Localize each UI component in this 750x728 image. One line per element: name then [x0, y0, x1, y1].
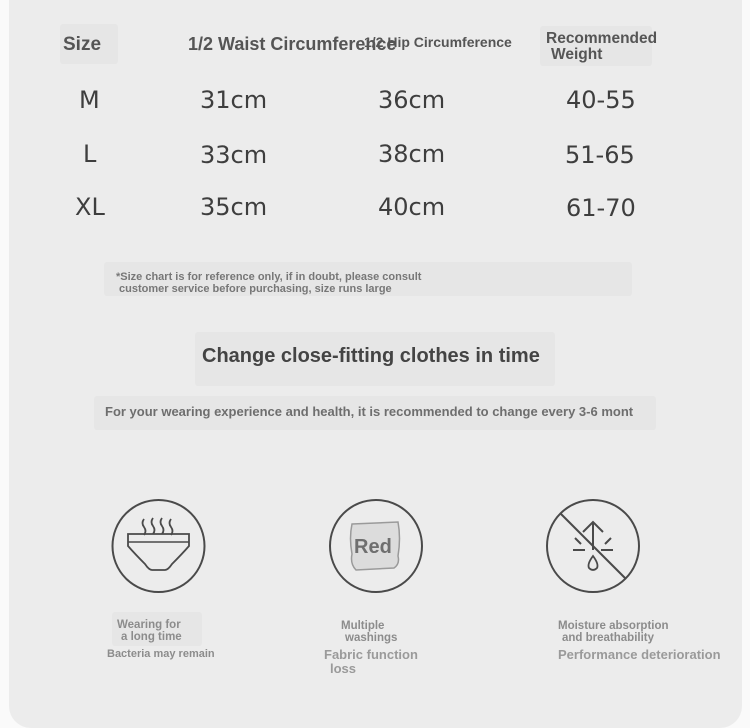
feature-label-line1: Moisture absorption [558, 620, 669, 632]
header-hip: 1/2 Hip Circumference [364, 34, 512, 50]
row-weight: 51-65 [565, 141, 635, 169]
row-waist: 33cm [200, 141, 268, 169]
row-weight: 40-55 [566, 86, 636, 114]
row-size: M [79, 86, 100, 114]
feature-label [341, 620, 397, 644]
feature-detail-line2: loss [330, 661, 357, 676]
feature-detail [324, 648, 418, 676]
size-note-line2: customer service before purchasing, size runs large [119, 283, 392, 295]
header-waist: 1/2 Waist Circumference [188, 34, 397, 54]
row-waist: 31cm [200, 86, 268, 114]
size-note-line1: *Size chart is for reference only, if in doubt, please consult [116, 271, 422, 283]
row-size: XL [75, 193, 105, 221]
feature-label-line2: washings [345, 632, 398, 644]
row-waist: 35cm [200, 193, 268, 221]
row-hip: 40cm [378, 193, 446, 221]
row-weight: 61-70 [566, 194, 636, 222]
feature-label-line1: Multiple [341, 620, 385, 632]
header-size: Size [63, 34, 102, 55]
no-evaporation-icon [545, 498, 641, 594]
feature-label [558, 620, 669, 644]
row-hip: 36cm [378, 86, 446, 114]
feature-detail-line1: Fabric function [324, 647, 418, 662]
section-title: Change close-fitting clothes in time [202, 345, 540, 367]
size-note [116, 271, 421, 295]
header-weight-line2: Weight [551, 46, 603, 63]
feature-label-line1: Wearing for [117, 619, 181, 631]
fabric-tag-text: Red [354, 536, 392, 558]
header-weight-line1: Recommended [546, 30, 658, 47]
feature-label-line2: and breathability [562, 632, 655, 644]
row-hip: 38cm [378, 140, 446, 168]
row-size: L [83, 140, 97, 168]
underwear-heat-icon [110, 498, 207, 594]
feature-detail: Performance deterioration [558, 647, 721, 662]
section-subtitle: For your wearing experience and health, it is recommended to change every 3-6 mont [105, 404, 634, 419]
feature-label-line2: a long time [121, 631, 182, 643]
header-weight [546, 31, 657, 63]
feature-detail: Bacteria may remain [107, 648, 215, 660]
feature-label [117, 619, 182, 643]
